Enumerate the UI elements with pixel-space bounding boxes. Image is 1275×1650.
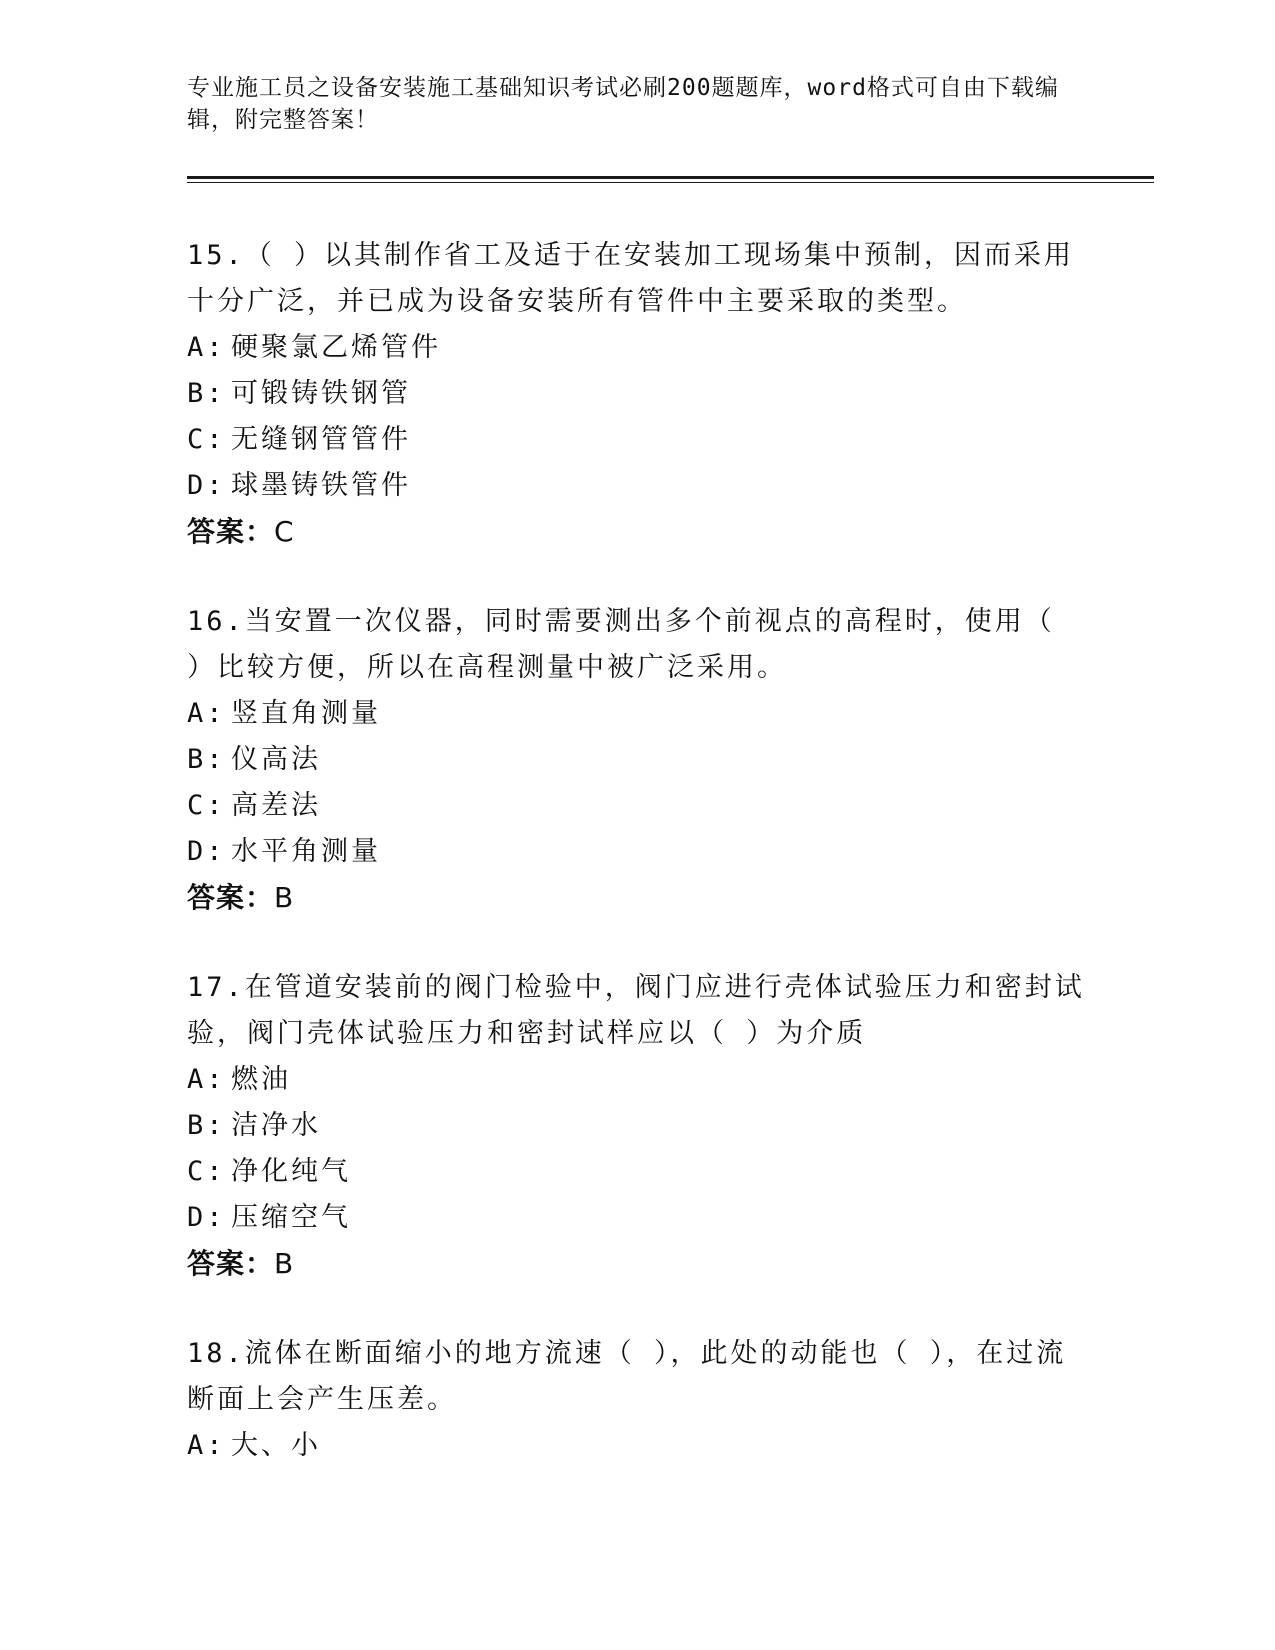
option-a (187, 1057, 1087, 1103)
answer-label: 答案： (187, 515, 275, 548)
answer-line (187, 875, 1087, 921)
option-key: A: (187, 1064, 226, 1095)
option-list (187, 691, 1087, 875)
option-list (187, 1423, 1087, 1469)
option-key: C: (187, 424, 226, 455)
answer-label: 答案： (187, 1247, 275, 1280)
answer-value: B (274, 881, 295, 914)
option-c (187, 1149, 1087, 1195)
answer-value: B (274, 1247, 295, 1280)
option-list (187, 1057, 1087, 1241)
option-text: 可锻铸铁钢管 (231, 378, 411, 409)
option-text: 硬聚氯乙烯管件 (231, 332, 441, 363)
option-list (187, 325, 1087, 509)
question-17 (187, 965, 1087, 1287)
option-key: A: (187, 1430, 226, 1461)
option-a (187, 325, 1087, 371)
question-stem: 17.在管道安装前的阀门检验中，阀门应进行壳体试验压力和密封试验，阀门壳体试验压力和密封试样应以（ ）为介质 (187, 972, 1085, 1049)
option-key: D: (187, 470, 226, 501)
question-18 (187, 1331, 1087, 1469)
question-stem: 16.当安置一次仪器，同时需要测出多个前视点的高程时，使用（ ）比较方便，所以在高程测量中被广泛采用。 (187, 606, 1055, 683)
option-c (187, 783, 1087, 829)
option-key: B: (187, 378, 226, 409)
page-header-title: 专业施工员之设备安装施工基础知识考试必刷200题题库，word格式可自由下载编辑，附完整答案！ (187, 75, 1059, 133)
answer-line (187, 509, 1087, 555)
option-key: A: (187, 332, 226, 363)
option-key: A: (187, 698, 226, 729)
option-text: 无缝钢管管件 (231, 424, 411, 455)
header-divider-thin (187, 182, 1154, 183)
question-stem: 15.（ ）以其制作省工及适于在安装加工现场集中预制，因而采用十分广泛，并已成为设备安装所有管件中主要采取的类型。 (187, 240, 1075, 317)
option-key: B: (187, 1110, 226, 1141)
option-a (187, 1423, 1087, 1469)
option-text: 仪高法 (231, 744, 321, 775)
option-d (187, 463, 1087, 509)
option-b (187, 371, 1087, 417)
option-text: 竖直角测量 (231, 698, 381, 729)
option-text: 净化纯气 (231, 1156, 351, 1187)
question-stem: 18.流体在断面缩小的地方流速（ ），此处的动能也（ ），在过流断面上会产生压差。 (187, 1338, 1067, 1415)
option-key: D: (187, 836, 226, 867)
option-text: 洁净水 (231, 1110, 321, 1141)
answer-line (187, 1241, 1087, 1287)
option-text: 大、小 (231, 1430, 321, 1461)
option-key: C: (187, 790, 226, 821)
question-list (187, 233, 1087, 1513)
option-d (187, 1195, 1087, 1241)
option-key: B: (187, 744, 226, 775)
header-divider-thick (187, 176, 1154, 179)
option-text: 高差法 (231, 790, 321, 821)
option-b (187, 737, 1087, 783)
option-a (187, 691, 1087, 737)
option-text: 水平角测量 (231, 836, 381, 867)
option-key: C: (187, 1156, 226, 1187)
answer-value: C (274, 515, 295, 548)
option-text: 球墨铸铁管件 (231, 470, 411, 501)
option-d (187, 829, 1087, 875)
question-15 (187, 233, 1087, 555)
option-text: 压缩空气 (231, 1202, 351, 1233)
option-text: 燃油 (231, 1064, 291, 1095)
option-b (187, 1103, 1087, 1149)
option-c (187, 417, 1087, 463)
answer-label: 答案： (187, 881, 275, 914)
question-16 (187, 599, 1087, 921)
option-key: D: (187, 1202, 226, 1233)
